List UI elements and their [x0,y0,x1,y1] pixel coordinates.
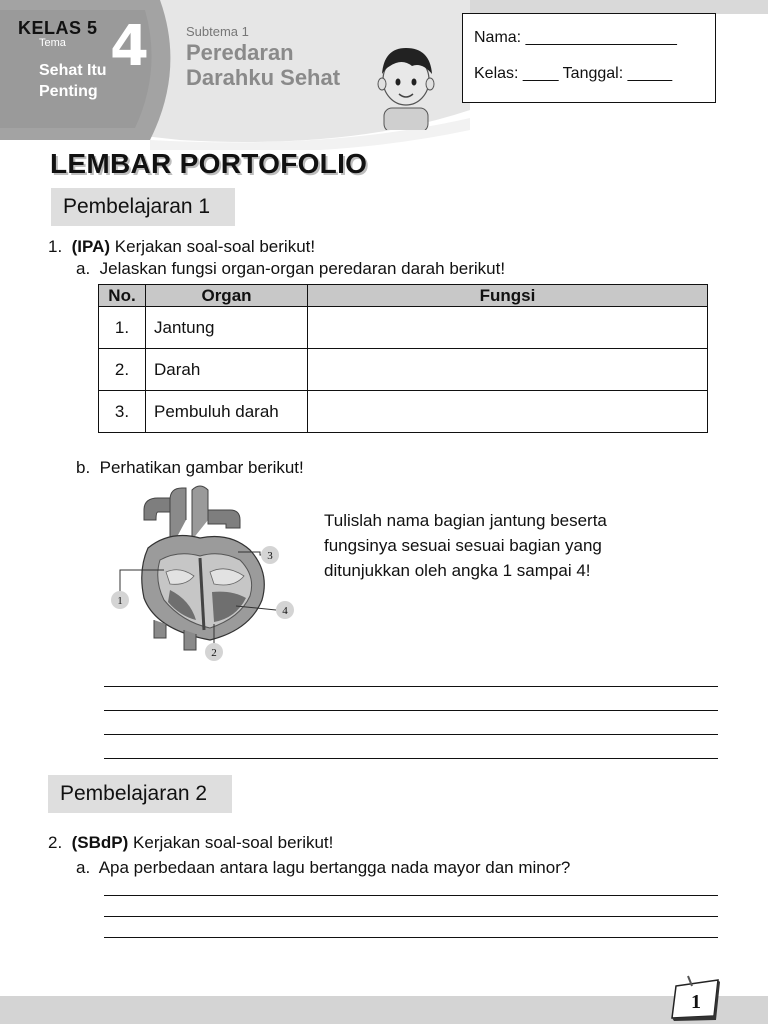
instruction-line-1: Tulislah nama bagian jantung beserta [324,511,607,530]
question-2a [76,858,570,878]
table-header-no: No. [99,285,146,307]
row-organ: Jantung [146,307,308,349]
tema-label: Tema [39,37,66,49]
kelas-tanggal-field[interactable]: Kelas: ____ Tanggal: _____ [474,65,673,82]
kelas-label: KELAS 5 [18,18,98,38]
heart-illustration [142,486,265,650]
page-title: LEMBAR PORTOFOLIO [50,148,368,179]
section-pembelajaran-2: Pembelajaran 2 [48,775,232,813]
question-2-text: Kerjakan soal-soal berikut! [133,833,334,852]
student-info-box [462,13,716,103]
label-2-text: 2 [211,647,217,659]
row-no: 1. [99,307,146,349]
label-bubble-4 [276,601,294,619]
label-1-text: 1 [117,595,123,607]
answer-line[interactable] [104,895,718,896]
row-no: 3. [99,391,146,433]
page-number: 1 [691,991,701,1013]
question-2 [48,833,333,853]
question-2-number: 2. [48,833,63,852]
table-header-organ: Organ [146,285,308,307]
section-pembelajaran-1: Pembelajaran 1 [51,188,235,226]
row-organ: Darah [146,349,308,391]
answer-line[interactable] [104,686,718,687]
row-fungsi-answer[interactable] [308,307,708,349]
instruction-line-3: ditunjukkan oleh angka 1 sampai 4! [324,561,591,580]
tema-title: Sehat Itu Penting [39,62,107,100]
label-4-text: 4 [282,605,288,617]
subtema-label: Subtema 1 [186,24,249,39]
row-fungsi-answer[interactable] [308,349,708,391]
question-1a-label: a. [76,259,91,278]
label-bubble-2 [205,643,223,661]
heart-diagram [100,480,310,665]
question-1b-label: b. [76,458,91,477]
question-1-number: 1. [48,237,63,256]
table-header-fungsi: Fungsi [308,285,708,307]
subtema-title: Peredaran Darahku Sehat [186,40,341,90]
label-bubble-1 [111,591,129,609]
question-2a-label: a. [76,858,91,877]
label-3-text: 3 [267,550,273,562]
answer-line[interactable] [104,710,718,711]
question-1b-text: Perhatikan gambar berikut! [99,458,304,477]
answer-line[interactable] [104,758,718,759]
row-fungsi-answer[interactable] [308,391,708,433]
table-row [99,349,708,391]
table-header-row [99,285,708,307]
question-1 [48,237,315,257]
table-row [99,391,708,433]
question-1a-text: Jelaskan fungsi organ-organ peredaran darah berikut! [99,259,506,278]
label-bubble-3 [261,546,279,564]
row-organ: Pembuluh darah [146,391,308,433]
tema-number: 4 [110,14,149,79]
row-no: 2. [99,349,146,391]
organ-table [98,284,708,433]
question-2-subject: (SBdP) [71,833,129,852]
question-1-subject: (IPA) [71,237,111,256]
page-number-badge [668,972,726,1022]
question-1-text: Kerjakan soal-soal berikut! [114,237,316,256]
answer-line[interactable] [104,937,718,938]
answer-line[interactable] [104,734,718,735]
question-1a [76,259,505,279]
instruction-line-2: fungsinya sesuai sesuai bagian yang [324,536,602,555]
nama-field[interactable]: Nama: _________________ [474,29,677,46]
question-2a-text: Apa perbedaan antara lagu bertangga nada mayor dan minor? [98,858,571,877]
answer-line[interactable] [104,916,718,917]
question-1b [76,458,304,478]
table-row [99,307,708,349]
footer-band [0,996,768,1024]
